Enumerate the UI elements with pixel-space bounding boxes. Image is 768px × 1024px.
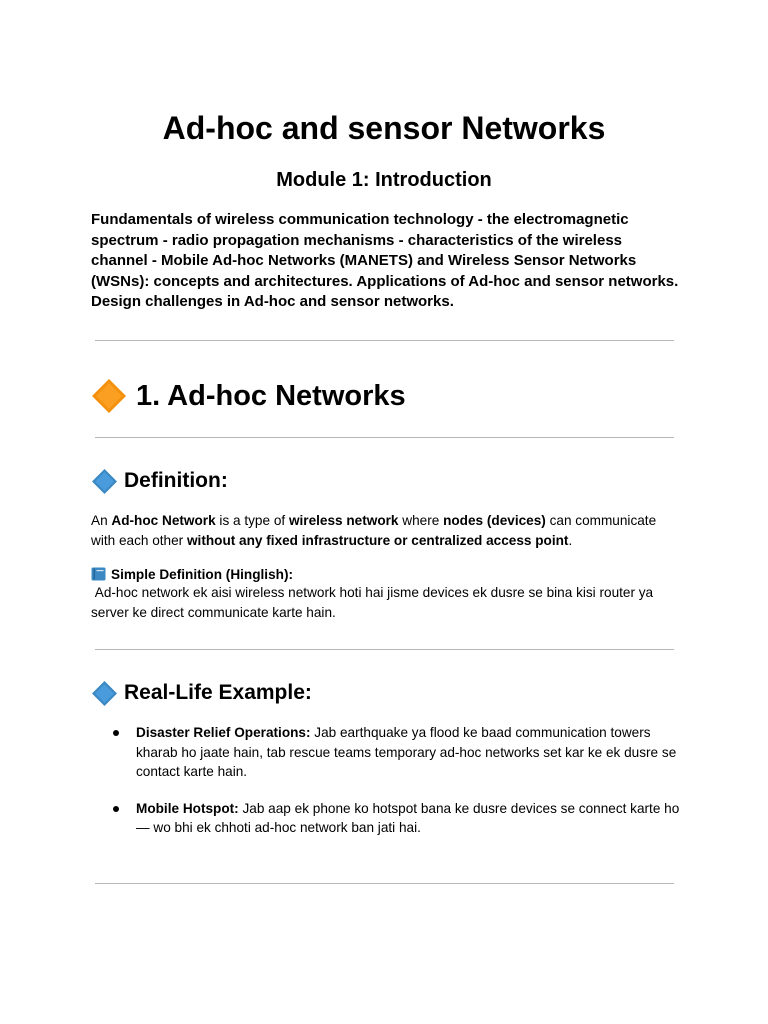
- definition-heading-text: Definition:: [124, 469, 228, 492]
- section-heading-text: 1. Ad-hoc Networks: [136, 380, 406, 412]
- list-item-text: Jab aap ek phone ko hotspot bana ke dusre devices se connect karte ho — wo bhi ek chhoti ad-hoc network ban jati hai.: [136, 800, 680, 835]
- example-list-wrapper: [91, 723, 681, 838]
- orange-diamond-icon: [91, 378, 127, 414]
- blue-diamond-icon: [91, 468, 118, 495]
- text-run: can communicate with each other: [91, 513, 657, 548]
- blue-book-icon: [91, 567, 106, 581]
- divider: [95, 437, 674, 438]
- bold-term: wireless network: [288, 513, 399, 528]
- text-run: An: [91, 513, 112, 528]
- text-run: is a type of: [215, 513, 289, 528]
- definition-paragraph: [91, 511, 681, 550]
- syllabus-paragraph: Fundamentals of wireless communication technology - the electromagnetic spectrum - radio propagation mechanisms - characteristics of the wireless channel - Mobile Ad-hoc Networks (MANETS) and Wireless Sensor Networks (WSNs): concepts and architectures. Applications of Ad-hoc and sensor networks. Design challenges in Ad-hoc and sensor networks.: [91, 211, 679, 310]
- bullet-icon: [113, 806, 119, 812]
- simple-definition-label-text: Simple Definition (Hinglish):: [111, 567, 293, 582]
- list-item-label: Disaster Relief Operations:: [136, 725, 311, 740]
- bold-term: Ad-hoc Network: [111, 513, 216, 528]
- divider: [95, 883, 674, 884]
- text-run: where: [398, 513, 444, 528]
- bold-term: without any fixed infrastructure or centralized access point: [186, 532, 569, 548]
- example-list: [91, 723, 681, 838]
- module-heading: Module 1: Introduction: [276, 169, 492, 191]
- simple-definition-label: [91, 565, 681, 585]
- example-heading-text: Real-Life Example:: [124, 681, 312, 704]
- list-item-label: Mobile Hotspot:: [136, 800, 239, 816]
- text-run: .: [568, 532, 573, 548]
- list-item: [91, 723, 681, 782]
- blue-diamond-icon: [91, 680, 118, 707]
- divider: [95, 649, 674, 650]
- example-heading: [91, 678, 312, 708]
- document-title: Ad-hoc and sensor Networks: [162, 110, 606, 146]
- simple-definition-text: Ad-hoc network ek aisi wireless network hoti hai jisme devices ek dusre se bina kisi router ya server ke direct communicate karte hain.: [91, 585, 657, 620]
- divider: [95, 340, 674, 341]
- bold-term: nodes (devices): [443, 513, 546, 528]
- list-item-text: Jab earthquake ya flood ke baad communication towers kharab ho jaate hain, tab rescue teams temporary ad-hoc networks set kar ke ek dusre se contact karte hain.: [136, 725, 677, 779]
- list-item: [91, 799, 681, 838]
- definition-heading: [91, 466, 228, 496]
- section-heading: [91, 374, 406, 418]
- bullet-icon: [113, 730, 119, 736]
